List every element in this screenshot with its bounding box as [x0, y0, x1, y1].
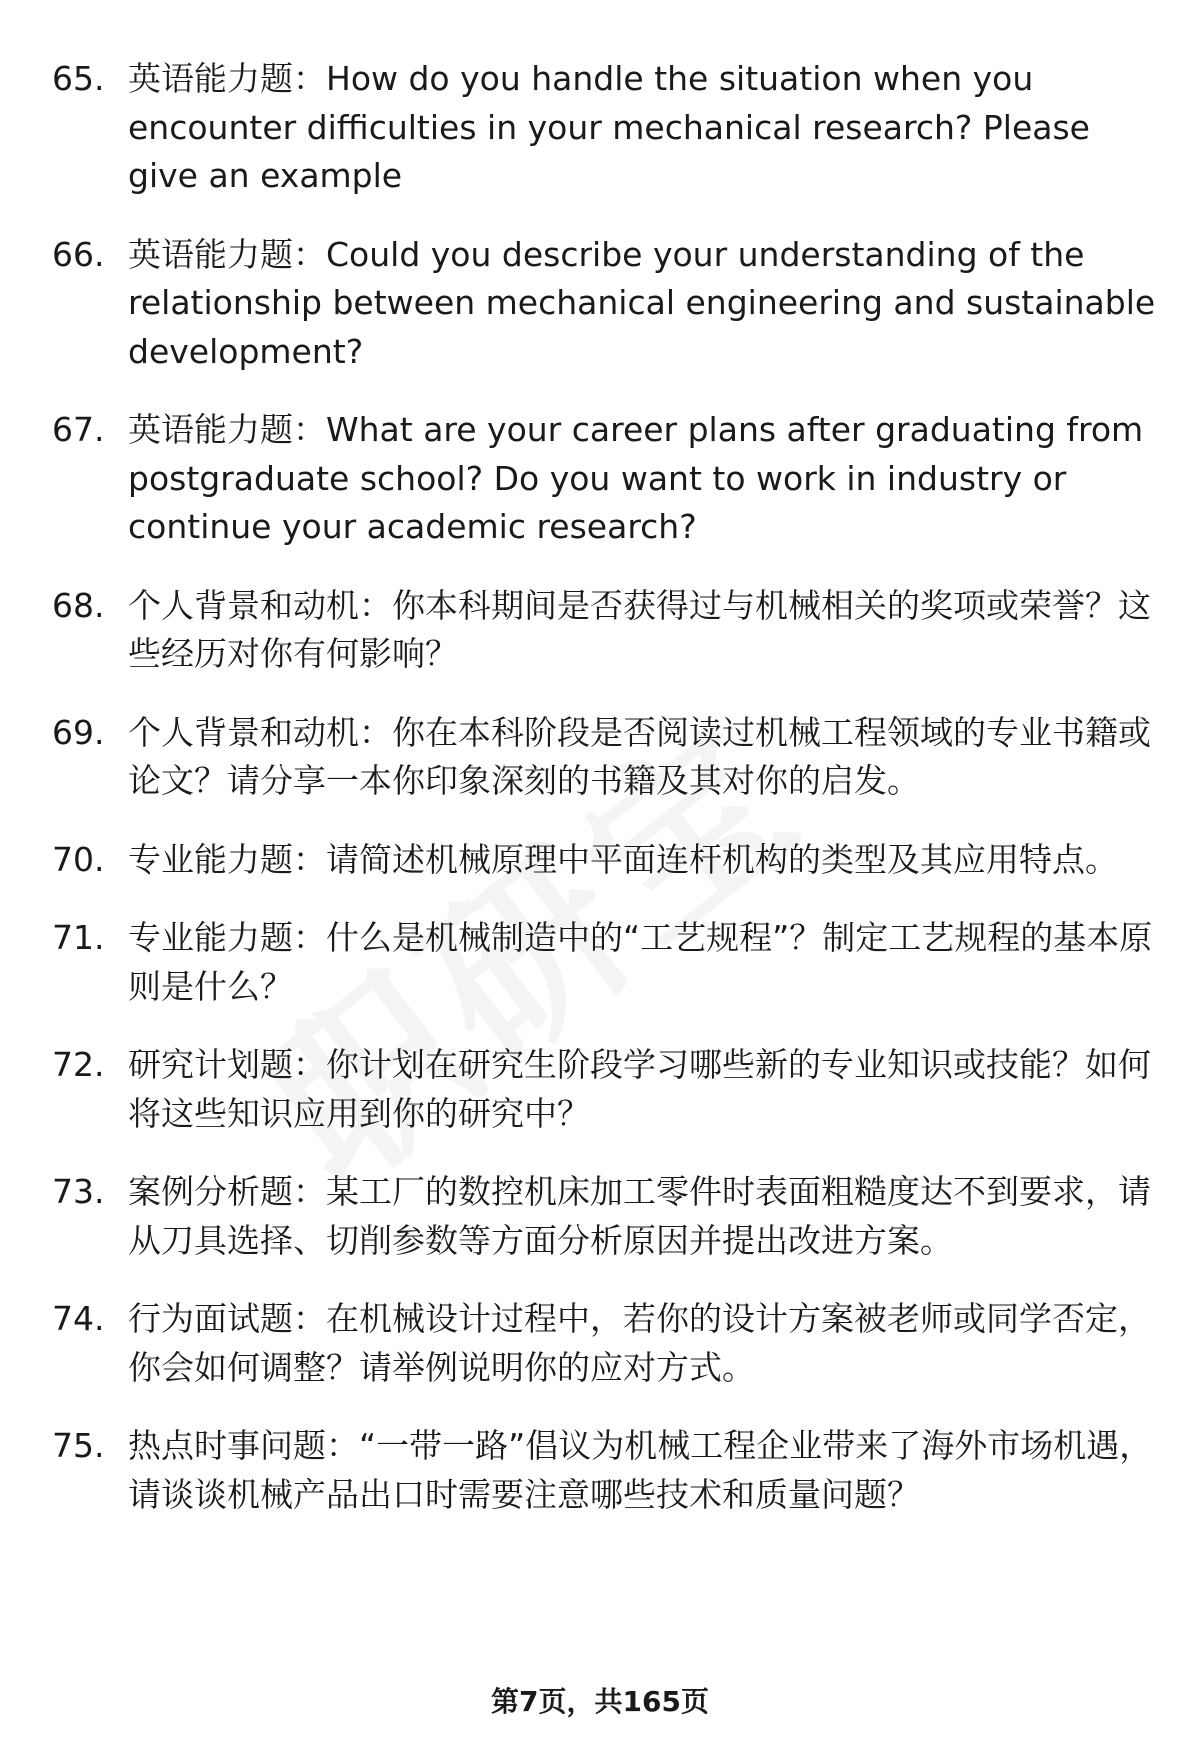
question-item — [52, 1168, 1162, 1265]
question-number: 72. — [52, 1045, 105, 1084]
page-number-footer: 第7页，共165页 — [491, 1685, 709, 1718]
question-body — [128, 1295, 1162, 1392]
question-text: 请简述机械原理中平面连杆机构的类型及其应用特点。 — [326, 839, 1118, 879]
question-list — [52, 55, 1162, 1549]
question-category: 英语能力题： — [128, 410, 326, 449]
question-body — [128, 914, 1162, 1011]
question-body — [128, 406, 1162, 552]
question-text: 你本科期间是否获得过与机械相关的奖项或荣誉？这些经历对你有何影响？ — [128, 585, 1151, 673]
question-number: 68. — [52, 585, 105, 625]
question-category: 研究计划题： — [128, 1045, 326, 1084]
question-item — [52, 231, 1162, 377]
question-body — [128, 1041, 1162, 1138]
question-text: 在机械设计过程中，若你的设计方案被老师或同学否定，你会如何调整？请举例说明你的应对方式。 — [128, 1299, 1151, 1387]
question-category: 行为面试题： — [128, 1299, 326, 1338]
question-item — [52, 582, 1162, 679]
question-item — [52, 55, 1162, 201]
question-category: 个人背景和动机： — [128, 585, 392, 625]
question-item — [52, 1295, 1162, 1392]
question-text: Could you describe your understanding of the relationship between mechanical engineering and sustainable development? — [128, 234, 1156, 371]
question-number: 69. — [52, 712, 105, 752]
question-number: 74. — [52, 1299, 105, 1338]
question-number: 66. — [52, 234, 105, 274]
question-category: 个人背景和动机： — [128, 712, 392, 752]
question-text: What are your career plans after graduating from postgraduate school? Do you want to work in industry or continue your academic research? — [128, 410, 1144, 546]
question-item — [52, 406, 1162, 552]
question-category: 英语能力题： — [128, 234, 326, 274]
question-text: “一带一路”倡议为机械工程企业带来了海外市场机遇，请谈谈机械产品出口时需要注意哪些技术和质量问题？ — [128, 1426, 1153, 1514]
question-category: 专业能力题： — [128, 918, 326, 957]
question-body — [128, 1422, 1162, 1519]
question-text: How do you handle the situation when you encounter difficulties in your mechanical research? Please give an example — [128, 59, 1090, 195]
question-text: 你在本科阶段是否阅读过机械工程领域的专业书籍或论文？请分享一本你印象深刻的书籍及其对你的启发。 — [128, 712, 1151, 800]
question-item — [52, 709, 1162, 806]
question-body — [128, 836, 1162, 885]
question-text: 你计划在研究生阶段学习哪些新的专业知识或技能？如何将这些知识应用到你的研究中？ — [128, 1045, 1151, 1133]
question-item — [52, 1041, 1162, 1138]
question-item — [52, 836, 1162, 885]
question-text: 什么是机械制造中的“工艺规程”？制定工艺规程的基本原则是什么？ — [128, 918, 1153, 1006]
question-item — [52, 1422, 1162, 1519]
question-body — [128, 55, 1162, 201]
question-category: 英语能力题： — [128, 59, 326, 98]
question-category: 热点时事问题： — [128, 1426, 359, 1465]
question-number: 65. — [52, 59, 105, 98]
question-number: 75. — [52, 1426, 105, 1465]
question-number: 67. — [52, 410, 105, 449]
question-body — [128, 231, 1162, 377]
question-number: 71. — [52, 918, 105, 957]
question-category: 专业能力题： — [128, 839, 326, 879]
question-category: 案例分析题： — [128, 1172, 326, 1211]
question-body — [128, 1168, 1162, 1265]
question-body — [128, 582, 1162, 679]
question-text: 某工厂的数控机床加工零件时表面粗糙度达不到要求，请从刀具选择、切削参数等方面分析原因并提出改进方案。 — [128, 1172, 1151, 1260]
question-number: 70. — [52, 839, 105, 879]
question-body — [128, 709, 1162, 806]
question-number: 73. — [52, 1172, 105, 1211]
question-item — [52, 914, 1162, 1011]
